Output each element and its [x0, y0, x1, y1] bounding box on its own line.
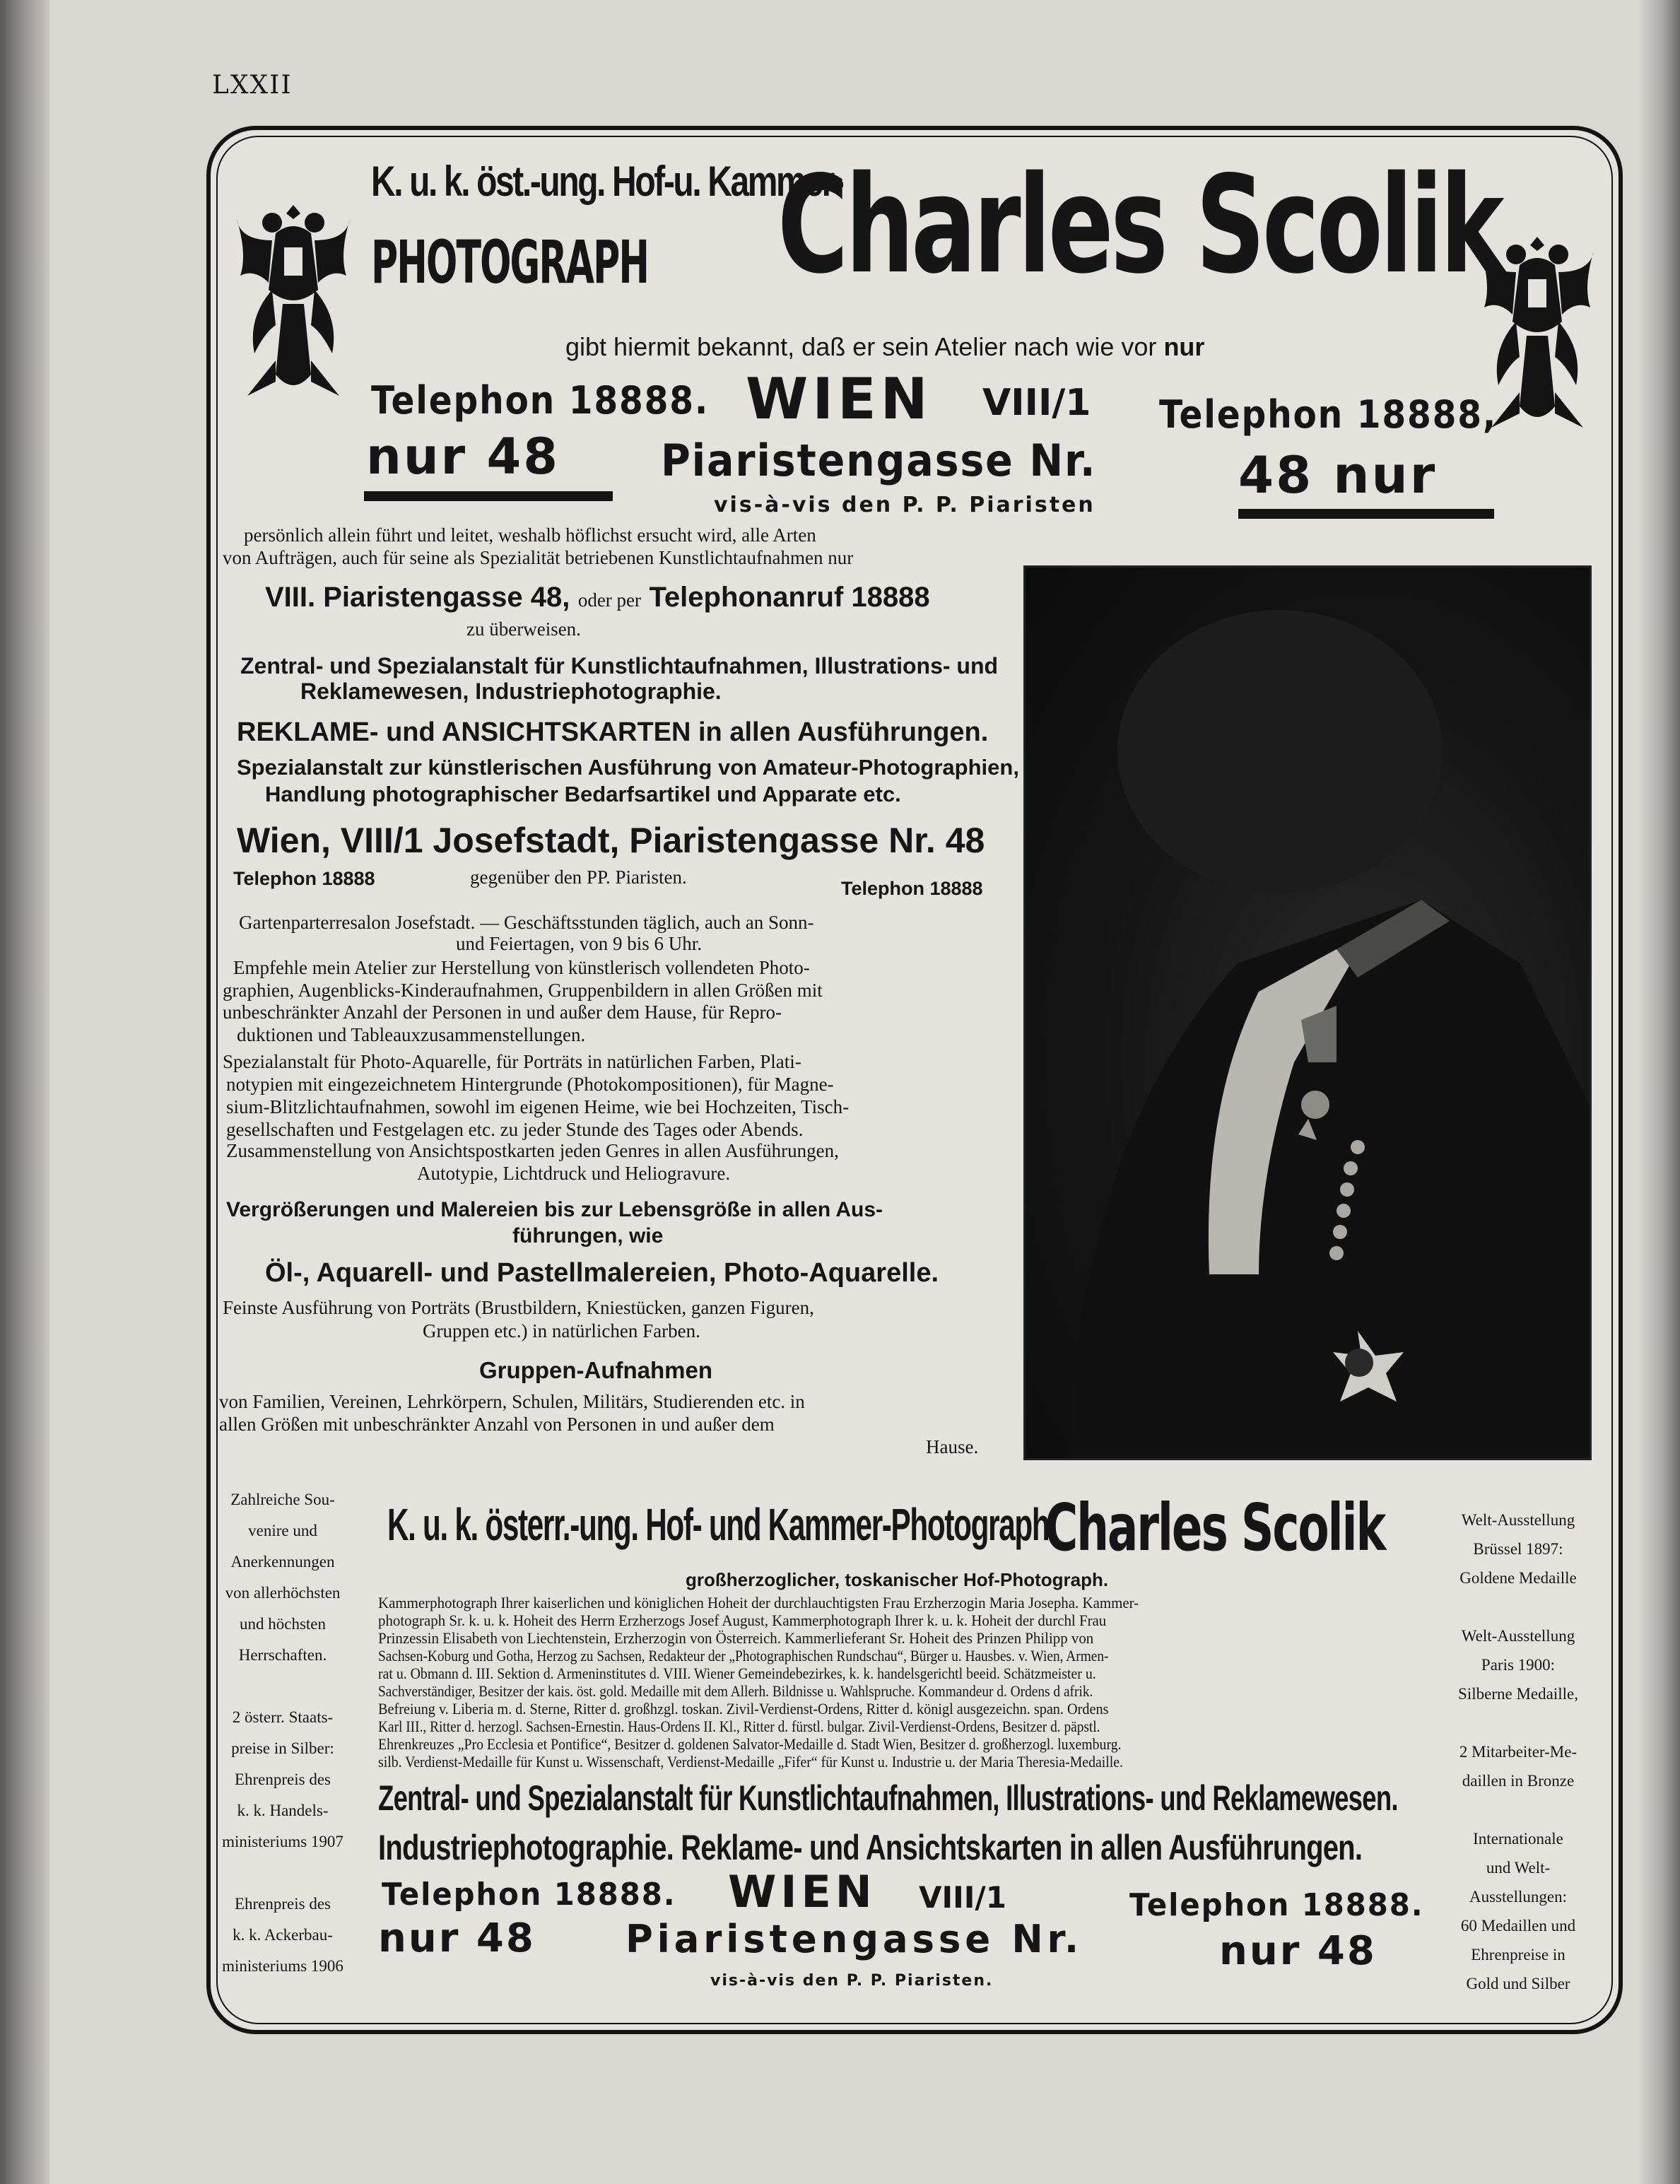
lower-district: VIII/1 [919, 1880, 1006, 1915]
garten-line1: Gartenparterresalon Josefstadt. — Geschäftsstunden täglich, auch an Sonn- [239, 912, 814, 933]
side-right-line: Gold und Silber [1466, 1975, 1570, 1992]
side-right-column [1447, 1505, 1589, 1998]
side-right-line: Ehrenpreise in [1471, 1946, 1566, 1963]
wien-address: Wien, VIII/1 Josefstadt, Piaristengasse Nr. 48 [237, 821, 985, 860]
side-right-line: und Welt- [1486, 1859, 1551, 1877]
side-left-line: preise in Silber: [231, 1739, 334, 1757]
spa-line3: sium-Blitzlichtaufnahmen, sowohl im eigenen Heime, wie bei Hochzeiten, Tisch- [226, 1096, 850, 1117]
empf-line3: unbeschränkter Anzahl der Personen in und außer dem Hause, für Repro- [223, 1002, 782, 1023]
double-eagle-left-icon [233, 191, 353, 403]
side-right-line: Silberne Medaille, [1458, 1685, 1578, 1703]
header-announce: gibt hiermit bekannt, daß er sein Atelier nach wie vor nur [565, 332, 1205, 361]
side-right-line: Ausstellungen: [1469, 1888, 1567, 1906]
lower-zentral-2: Industriephotographie. Reklame- und Ansichtskarten in allen Ausführungen. [378, 1828, 1363, 1867]
side-left-line: ministeriums 1907 [222, 1833, 343, 1850]
lower-tel-left: Telephon 18888. [382, 1877, 676, 1913]
page-number: LXXII [212, 71, 293, 100]
lower-tel-right: Telephon 18888. [1129, 1887, 1424, 1923]
lower-zentral-1: Zentral- und Spezialanstalt für Kunstlichtaufnahmen, Illustrations- und Reklamewesen. [378, 1778, 1398, 1818]
spa-line5: Zusammenstellung von Ansichtspostkarten jeden Genres in allen Ausführungen, [226, 1140, 839, 1161]
lower-text-2: photograph Sr. k. u. k. Hoheit des Herrn Erzherzogs Josef August, Kammerphotograph Ihrer k. u. k. Hoheit der durchl Frau [378, 1611, 1107, 1629]
header-name: Charles Scolik [777, 147, 1502, 303]
p1-line2: von Aufträgen, auch für seine als Spezialität betriebenen Kunstlichtaufnahmen nur [223, 547, 854, 568]
portrait-figure [1026, 568, 1590, 1458]
lower-city: WIEN [728, 1866, 876, 1918]
header-vis-a-vis: vis-à-vis den P. P. Piaristen [714, 493, 1095, 517]
side-left-line: venire und [248, 1522, 317, 1539]
side-left-line: Ehrenpreis des [234, 1771, 331, 1788]
tel-small-right: Telephon 18888 [841, 878, 983, 899]
header-title-line2: PHOTOGRAPH [371, 228, 649, 297]
fein-line1: Feinste Ausführung von Porträts (Brustbildern, Kniestücken, ganzen Figuren, [223, 1297, 814, 1318]
fein-line2: Gruppen etc.) in natürlichen Farben. [423, 1320, 700, 1341]
spa-line6: Autotypie, Lichtdruck und Heliogravure. [417, 1163, 731, 1184]
page-edge [1638, 0, 1680, 2184]
lower-text-8: Karl III., Ritter d. herzogl. Sachsen-Ernestin. Haus-Ordens II. Kl., Ritter d. fürstl. bulgar. Zivil-Verdienst-Ordens, Besitzer d. päpstl. [378, 1718, 1100, 1735]
lower-text-6: Sachverständiger, Besitzer der kais. öst. gold. Medaille mit dem Allerh. Bildnisse u. Wahlspruche. Kommandeur d. Ordens d afrik. [378, 1682, 1093, 1700]
fam-line3: Hause. [926, 1436, 979, 1457]
header-city: WIEN [746, 366, 932, 432]
side-left-line: Zahlreiche Sou- [230, 1491, 335, 1508]
side-right-line: Welt-Ausstellung [1461, 1627, 1575, 1645]
header-district: VIII/1 [982, 382, 1091, 424]
oel-line: Öl-, Aquarell- und Pastellmalereien, Photo-Aquarelle. [265, 1258, 939, 1288]
portrait-photograph [1023, 565, 1592, 1460]
spa-line1: Spezialanstalt für Photo-Aquarelle, für Porträts in natürlichen Farben, Plati- [223, 1051, 801, 1072]
side-left-line: Anerkennungen [230, 1553, 335, 1571]
spa-line4: gesellschaften und Festgelagen etc. zu jeder Stunde des Tages oder Abends. [226, 1119, 804, 1140]
verg-line1: Vergrößerungen und Malereien bis zur Lebensgröße in allen Aus- [226, 1198, 883, 1221]
rule-left [364, 491, 613, 501]
lower-vis-a-vis: vis-à-vis den P. P. Piaristen. [710, 1972, 994, 1990]
empf-line2: graphien, Augenblicks-Kinderaufnahmen, Gruppenbildern in allen Größen mit [223, 980, 823, 1001]
lower-text-5: rat u. Obmann d. III. Sektion d. Armeninstitutes d. VIII. Wiener Gemeindebezirkes, k. k. handelsgerichtl beeid. Schätzmeister u. [378, 1665, 1096, 1682]
addr-line: VIII. Piaristengasse 48, oder per Telephonanruf 18888 [265, 582, 930, 613]
lower-sub: großherzoglicher, toskanischer Hof-Photograph. [686, 1569, 1109, 1590]
lower-text-1: Kammerphotograph Ihrer kaiserlichen und königlichen Hoheit der durchlauchtigsten Frau Erzherzogin Maria Josepha. Kammer- [378, 1594, 1139, 1611]
lower-nur48-right: nur 48 [1219, 1928, 1377, 1974]
side-right-line: Brüssel 1897: [1473, 1540, 1563, 1558]
verg-line2: führungen, wie [512, 1224, 664, 1247]
gegenueber: gegenüber den PP. Piaristen. [470, 867, 687, 888]
header-street: Piaristengasse Nr. [661, 435, 1097, 486]
rule-right [1238, 509, 1494, 519]
side-right-line [1447, 1592, 1589, 1621]
header-title-line1: K. u. k. öst.-ung. Hof-u. Kammer- [371, 158, 843, 205]
side-right-line: Internationale [1473, 1830, 1563, 1848]
side-left-line [212, 1857, 353, 1889]
empf-line1: Empfehle mein Atelier zur Herstellung von künstlerisch vollendeten Photo- [233, 957, 810, 978]
lower-title: K. u. k. österr.-ung. Hof- und Kammer-Photograph [387, 1499, 1050, 1550]
side-right-line [1447, 1708, 1589, 1737]
side-right-line: 60 Medaillen und [1460, 1917, 1576, 1935]
lower-nur48-left: nur 48 [378, 1915, 536, 1961]
spezial-line1: Spezialanstalt zur künstlerischen Ausführung von Amateur-Photographien, [237, 755, 1019, 780]
side-right-line: Welt-Ausstellung [1461, 1511, 1575, 1529]
lower-text-3: Prinzessin Elisabeth von Liechtenstein, Erzherzogin von Österreich. Kammerlieferant Sr. Hoheit des Prinzen Philipp von [378, 1629, 1094, 1647]
lower-text-7: Befreiung v. Liberia m. d. Sterne, Ritter d. großhzgl. toskan. Zivil-Verdienst-Ordens, Ritter d. königl ausgezeichn. span. Ordens [378, 1700, 1109, 1718]
zentral-line2: Reklamewesen, Industriephotographie. [300, 679, 722, 704]
spa-line2: notypien mit eingezeichnetem Hintergrunde (Photokompositionen), für Magne- [226, 1074, 834, 1095]
side-left-line: Ehrenpreis des [234, 1895, 331, 1913]
empf-line4: duktionen und Tableauxzusammenstellungen. [237, 1024, 586, 1045]
side-left-line: ministeriums 1906 [222, 1957, 343, 1975]
zentral-line1: Zentral- und Spezialanstalt für Kunstlichtaufnahmen, Illustrations- und [240, 653, 999, 679]
zu-ueberweisen: zu überweisen. [466, 618, 581, 640]
side-left-line: und höchsten [239, 1615, 326, 1633]
side-right-line: Goldene Medaille [1459, 1569, 1577, 1587]
side-left-line: k. k. Ackerbau- [233, 1926, 333, 1944]
side-left-line [212, 1671, 353, 1702]
lower-text-9: Ehrenkreuzes „Pro Ecclesia et Pontifice“, Besitzer d. goldenen Salvator-Medaille d. Stadt Wien, Besitzer d. großherzogl. luxemburg. [378, 1735, 1122, 1753]
tel-small-left: Telephon 18888 [233, 868, 375, 889]
side-left-line: Herrschaften. [238, 1646, 327, 1664]
side-right-line: daillen in Bronze [1462, 1772, 1575, 1790]
gruppen-heading: Gruppen-Aufnahmen [479, 1357, 712, 1383]
header-tel-right: Telephon 18888, [1159, 392, 1498, 437]
header-tel-left: Telephon 18888. [371, 378, 710, 423]
side-right-line: 2 Mitarbeiter-Me- [1459, 1743, 1578, 1761]
side-left-column [212, 1484, 353, 1982]
lower-text-4: Sachsen-Koburg und Gotha, Herzog zu Sachsen, Redakteur der „Photographischen Rundschau“, Bürger u. Hausbes. v. Wien, Armen- [378, 1647, 1109, 1665]
lower-street: Piaristengasse Nr. [625, 1917, 1083, 1961]
header-nur48-right: 48 nur [1238, 445, 1438, 505]
lower-name: Charles Scolik [1045, 1490, 1385, 1566]
p1-line1: persönlich allein führt und leitet, weshalb höflichst ersucht wird, alle Arten [244, 524, 816, 546]
side-right-line: Paris 1900: [1481, 1656, 1556, 1674]
fam-line2: allen Größen mit unbeschränkter Anzahl von Personen in und außer dem [219, 1414, 775, 1435]
side-right-line [1447, 1795, 1589, 1824]
header-nur48-left: nur 48 [366, 428, 560, 486]
side-left-line: 2 österr. Staats- [232, 1708, 334, 1726]
fam-line1: von Familien, Vereinen, Lehrkörpern, Schulen, Militärs, Studierenden etc. in [219, 1391, 805, 1412]
reklame-line: REKLAME- und ANSICHTSKARTEN in allen Ausführungen. [237, 717, 989, 747]
lower-text-10: silb. Verdienst-Medaille für Kunst u. Wissenschaft, Verdienst-Medaille „Fifer“ für Kunst u. Industrie u. der Maria Theresia-Medaille. [378, 1753, 1124, 1771]
garten-line2: und Feiertagen, von 9 bis 6 Uhr. [456, 933, 702, 954]
side-left-line: von allerhöchsten [225, 1584, 341, 1602]
book-gutter [0, 0, 49, 2184]
side-left-line: k. k. Handels- [237, 1802, 329, 1819]
spezial-line2: Handlung photographischer Bedarfsartikel und Apparate etc. [265, 782, 901, 806]
